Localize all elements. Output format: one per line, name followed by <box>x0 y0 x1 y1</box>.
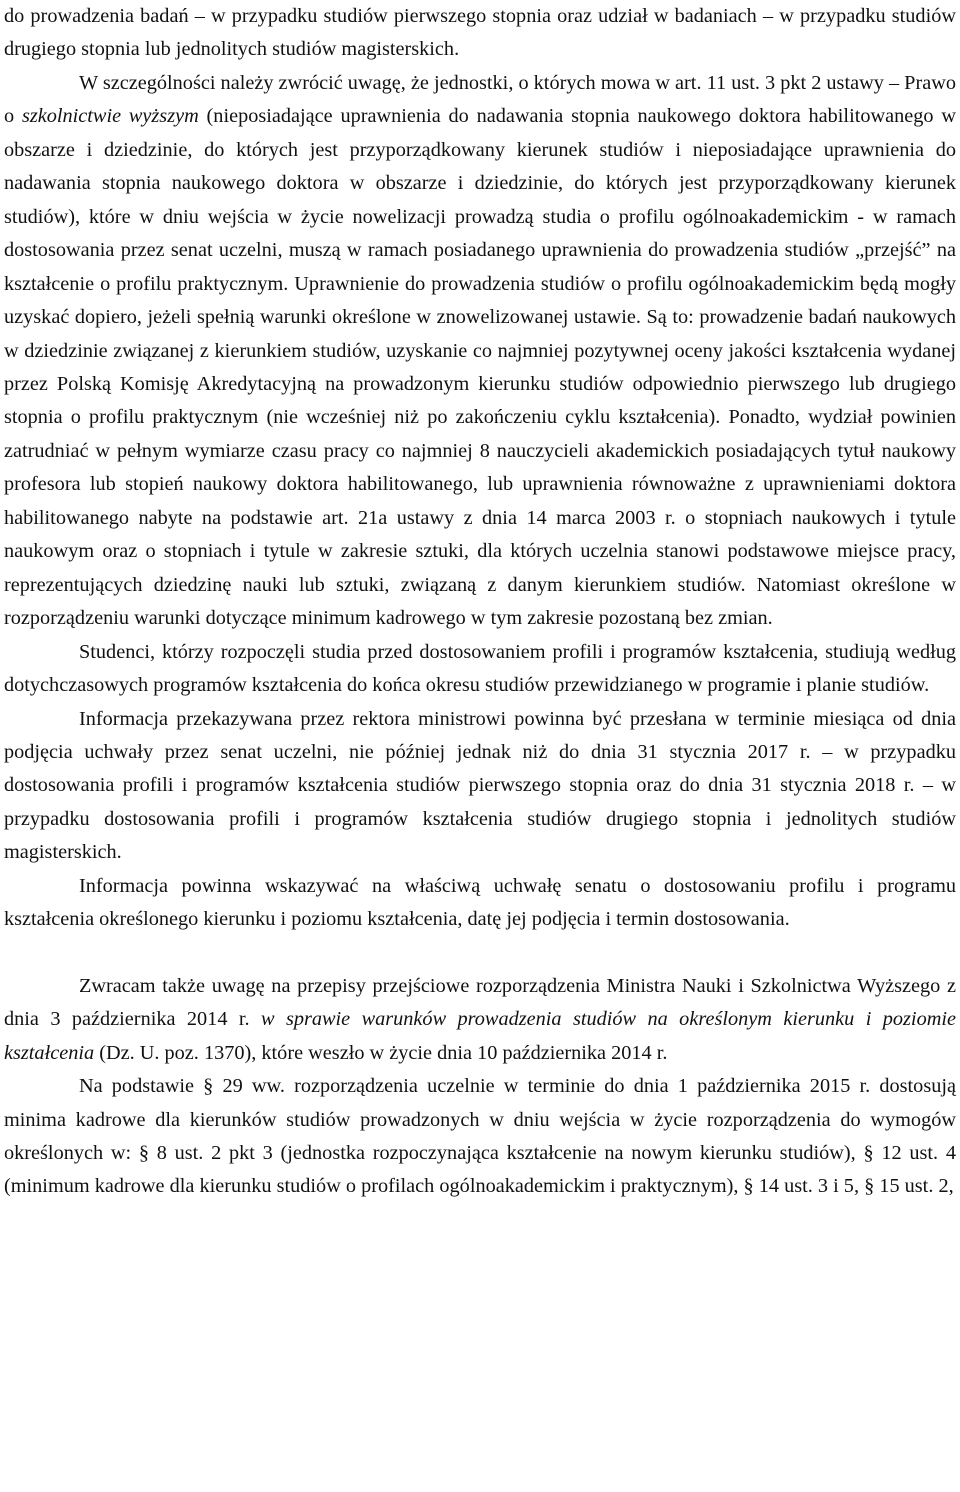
paragraph-6-italic-regulation-title: w sprawie warunków prowadzenia studiów na określonym kierunku i poziomie kształcenia <box>4 1008 956 1064</box>
paragraph-5 <box>4 870 956 937</box>
paragraph-2 <box>4 67 956 636</box>
paragraph-2-italic-act-title: szkolnictwie wyższym <box>21 105 199 128</box>
paragraph-3-text: Studenci, którzy rozpoczęli studia przed dostosowaniem profili i programów kształcenia, studiują według dotychczasowych programów kształcenia do końca okresu studiów przewidzianego w programie i planie studiów. <box>4 640 956 697</box>
paragraph-6-text-b: (Dz. U. poz. 1370), które weszło w życie dnia 10 października 2014 r. <box>94 1041 668 1064</box>
paragraph-6 <box>4 970 956 1070</box>
paragraph-2-text-a: W szczególności należy zwrócić uwagę, że jednostki, o których mowa w art. 11 ust. 3 pkt 2 ustawy – Prawo o <box>4 71 956 128</box>
paragraph-7 <box>4 1070 956 1204</box>
paragraph-2-text-b: (nieposiadające uprawnienia do nadawania stopnia naukowego doktora habilitowanego w obszarze i dziedzinie, do których jest przyporządkowany kierunek studiów i nieposiadające uprawnienia do nadawania stopnia naukowego doktora w obszarze i dziedzinie, do których jest przyporządkowany kierunek studiów), które w dniu wejścia w życie nowelizacji prowadzą studia o profilu ogólnoakademickim - w ramach dostosowania przez senat uczelni, muszą w ramach posiadanego uprawnienia do prowadzenia studiów „przejść” na kształcenie o profilu praktycznym. Uprawnienie do prowadzenia studiów o profilu ogólnoakademickim będą mogły uzyskać dopiero, jeżeli spełnią warunki określone w znowelizowanej ustawie. Są to: prowadzenie badań naukowych w dziedzinie związanej z kierunkiem studiów, uzyskanie co najmniej pozytywnej oceny jakości kształcenia wydanej przez Polską Komisję Akredytacyjną na prowadzonym kierunku studiów odpowiednio pierwszego lub drugiego stopnia o profilu praktycznym (nie wcześniej niż po zakończeniu cyklu kształcenia). Ponadto, wydział powinien zatrudniać w pełnym wymiarze czasu pracy co najmniej 8 nauczycieli akademickich posiadających tytuł naukowy profesora lub stopień naukowy doktora habilitowanego, lub uprawnienia równoważne z uprawnieniami doktora habilitowanego nabyte na podstawie art. 21a ustawy z dnia 14 marca 2003 r. o stopniach naukowych i tytule naukowym oraz o stopniach i tytule w zakresie sztuki, dla których uczelnia stanowi podstawowe miejsce pracy, reprezentujących dziedzinę nauki lub sztuki, związaną z danym kierunkiem studiów. Natomiast określone w rozporządzeniu warunki dotyczące minimum kadrowego w tym zakresie pozostaną bez zmian. <box>4 105 956 630</box>
paragraph-6-text-a: Zwracam także uwagę na przepisy przejściowe rozporządzenia Ministra Nauki i Szkolnictwa Wyższego z dnia 3 października 2014 r. <box>4 974 956 1031</box>
paragraph-1 <box>4 0 956 67</box>
paragraph-4-text: Informacja przekazywana przez rektora ministrowi powinna być przesłana w terminie miesiąca od dnia podjęcia uchwały przez senat uczelni, nie później jednak niż do dnia 31 stycznia 2017 r. – w przypadku dostosowania profili i programów kształcenia studiów pierwszego stopnia oraz do dnia 31 stycznia 2018 r. – w przypadku dostosowania profili i programów kształcenia studiów drugiego stopnia i jednolitych studiów magisterskich. <box>4 707 956 864</box>
paragraph-4 <box>4 703 956 870</box>
paragraph-3 <box>4 636 956 703</box>
paragraph-1-text: do prowadzenia badań – w przypadku studiów pierwszego stopnia oraz udział w badaniach – w przypadku studiów drugiego stopnia lub jednolitych studiów magisterskich. <box>4 5 956 61</box>
paragraph-7-text: Na podstawie § 29 ww. rozporządzenia uczelnie w terminie do dnia 1 października 2015 r. dostosują minima kadrowe dla kierunków studiów prowadzonych w dniu wejścia w życie rozporządzenia do wymogów określonych w: § 8 ust. 2 pkt 3 (jednostka rozpoczynająca kształcenie na nowym kierunku studiów), § 12 ust. 4 (minimum kadrowe dla kierunku studiów o profilach ogólnoakademickim i praktycznym), § 14 ust. 3 i 5, § 15 ust. 2, <box>4 1075 956 1198</box>
paragraph-5-text: Informacja powinna wskazywać na właściwą uchwałę senatu o dostosowaniu profilu i programu kształcenia określonego kierunku i poziomu kształcenia, datę jej podjęcia i termin dostosowania. <box>4 874 956 931</box>
